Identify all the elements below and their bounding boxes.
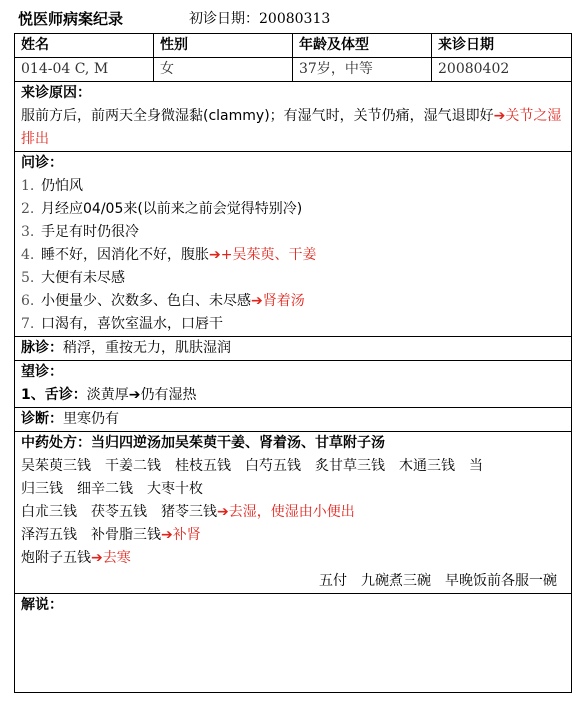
inquiry-section xyxy=(15,152,572,337)
arrow-icon: ➔ xyxy=(251,293,263,309)
item-text: 仍怕风 xyxy=(41,178,83,194)
observe-section xyxy=(15,361,572,408)
prescription-line xyxy=(21,524,565,547)
visit-date-label: 来诊日期 xyxy=(432,34,572,58)
arrow-icon: ➔ xyxy=(161,527,173,543)
inquiry-label: 问诊： xyxy=(21,155,63,171)
tongue-line xyxy=(21,384,565,407)
list-item xyxy=(21,267,565,290)
herb-purpose: 去湿，使湿由小便出 xyxy=(228,504,355,520)
reason-label: 来诊原因： xyxy=(21,85,91,101)
list-item xyxy=(21,175,565,198)
item-text: 口渴有，喜饮室温水，口唇干 xyxy=(41,316,223,332)
name-value: 014-04 C, M xyxy=(15,58,154,82)
prescription-section xyxy=(15,432,572,594)
age-build-value: 37岁，中等 xyxy=(293,58,432,82)
pulse-label: 脉诊： xyxy=(21,340,63,356)
case-record-table xyxy=(14,33,572,693)
dosage-instructions: 五付 九碗煮三碗 早晚饭前各服一碗 xyxy=(319,573,557,589)
item-text: 大便有未尽感 xyxy=(41,270,125,286)
diagnosis-text: 里寒仍有 xyxy=(63,411,119,427)
reason-text: 服前方后，前两天全身微湿黏(clammy)；有湿气时，关节仍痛，湿气退即好 xyxy=(21,108,494,124)
explanation-label: 解说： xyxy=(21,597,63,613)
age-build-label: 年龄及体型 xyxy=(293,34,432,58)
item-text: 手足有时仍很冷 xyxy=(41,224,139,240)
prescription-line: 归三钱 细辛二钱 大枣十枚 xyxy=(21,481,203,497)
reason-section xyxy=(15,82,572,152)
list-item xyxy=(21,244,565,267)
prescription-line: 吴茱萸三钱 干姜二钱 桂枝五钱 白芍五钱 炙甘草三钱 木通三钱 当 xyxy=(21,458,483,474)
list-item xyxy=(21,198,565,221)
reason-conclusion: 关节之湿排出 xyxy=(21,108,562,147)
tongue-label: 1、舌诊： xyxy=(21,387,87,403)
list-item xyxy=(21,221,565,244)
diagnosis-row xyxy=(15,408,572,432)
herb-text: 炮附子五钱 xyxy=(21,550,91,566)
document-title: 悦医师病案纪录 xyxy=(18,10,124,28)
info-value-row xyxy=(15,58,572,82)
diagnosis-section xyxy=(15,408,572,432)
item-number: 7. xyxy=(21,316,35,332)
item-number: 2. xyxy=(21,201,35,217)
info-header-row xyxy=(15,34,572,58)
item-number: 6. xyxy=(21,293,35,309)
explanation-body xyxy=(21,617,565,692)
explanation-row xyxy=(15,594,572,693)
visit-date-value: 20080402 xyxy=(432,58,572,82)
first-visit-date: 初诊日期：20080313 xyxy=(189,11,331,27)
document-header xyxy=(14,0,571,33)
item-number: 5. xyxy=(21,270,35,286)
prescription-line xyxy=(21,501,565,524)
reason-body xyxy=(21,105,565,151)
pulse-row xyxy=(15,337,572,361)
herb-purpose: 去寒 xyxy=(102,550,131,566)
list-item xyxy=(21,290,565,313)
observe-row xyxy=(15,361,572,408)
item-number: 4. xyxy=(21,247,35,263)
gender-value: 女 xyxy=(154,58,293,82)
item-text: 小便量少、次数多、色白、未尽感 xyxy=(41,293,251,309)
list-item xyxy=(21,313,565,336)
herb-purpose: 补肾 xyxy=(172,527,201,543)
tongue-text: 淡黄厚 xyxy=(86,387,129,403)
observe-label: 望诊： xyxy=(21,364,63,380)
explanation-section xyxy=(15,594,572,693)
arrow-icon: ➔ xyxy=(91,550,103,566)
arrow-icon: ➔ xyxy=(209,247,221,263)
item-treatment: +吴茱萸、干姜 xyxy=(220,247,317,263)
tongue-result: 仍有湿热 xyxy=(140,387,197,403)
arrow-icon: ➔ xyxy=(217,504,229,520)
arrow-icon: ➔ xyxy=(128,387,141,403)
item-number: 3. xyxy=(21,224,35,240)
diagnosis-label: 诊断： xyxy=(21,411,63,427)
reason-row xyxy=(15,82,572,152)
arrow-icon: ➔ xyxy=(493,108,506,124)
herb-text: 白朮三钱 茯苓五钱 猪苓三钱 xyxy=(21,504,217,520)
gender-label: 性别 xyxy=(154,34,293,58)
pulse-section xyxy=(15,337,572,361)
name-label: 姓名 xyxy=(15,34,154,58)
item-text: 睡不好，因消化不好，腹胀 xyxy=(41,247,209,263)
prescription-row xyxy=(15,432,572,594)
item-text: 月经应04/05来(以前来之前会觉得特别冷) xyxy=(41,201,303,217)
prescription-line xyxy=(21,547,565,570)
item-treatment: 肾着汤 xyxy=(262,293,305,309)
prescription-label: 中药处方：当归四逆汤加吴茱萸干姜、肾着汤、甘草附子汤 xyxy=(21,435,385,451)
item-number: 1. xyxy=(21,178,35,194)
herb-text: 泽泻五钱 补骨脂三钱 xyxy=(21,527,161,543)
pulse-text: 稍浮，重按无力，肌肤湿润 xyxy=(63,340,231,356)
inquiry-row xyxy=(15,152,572,337)
